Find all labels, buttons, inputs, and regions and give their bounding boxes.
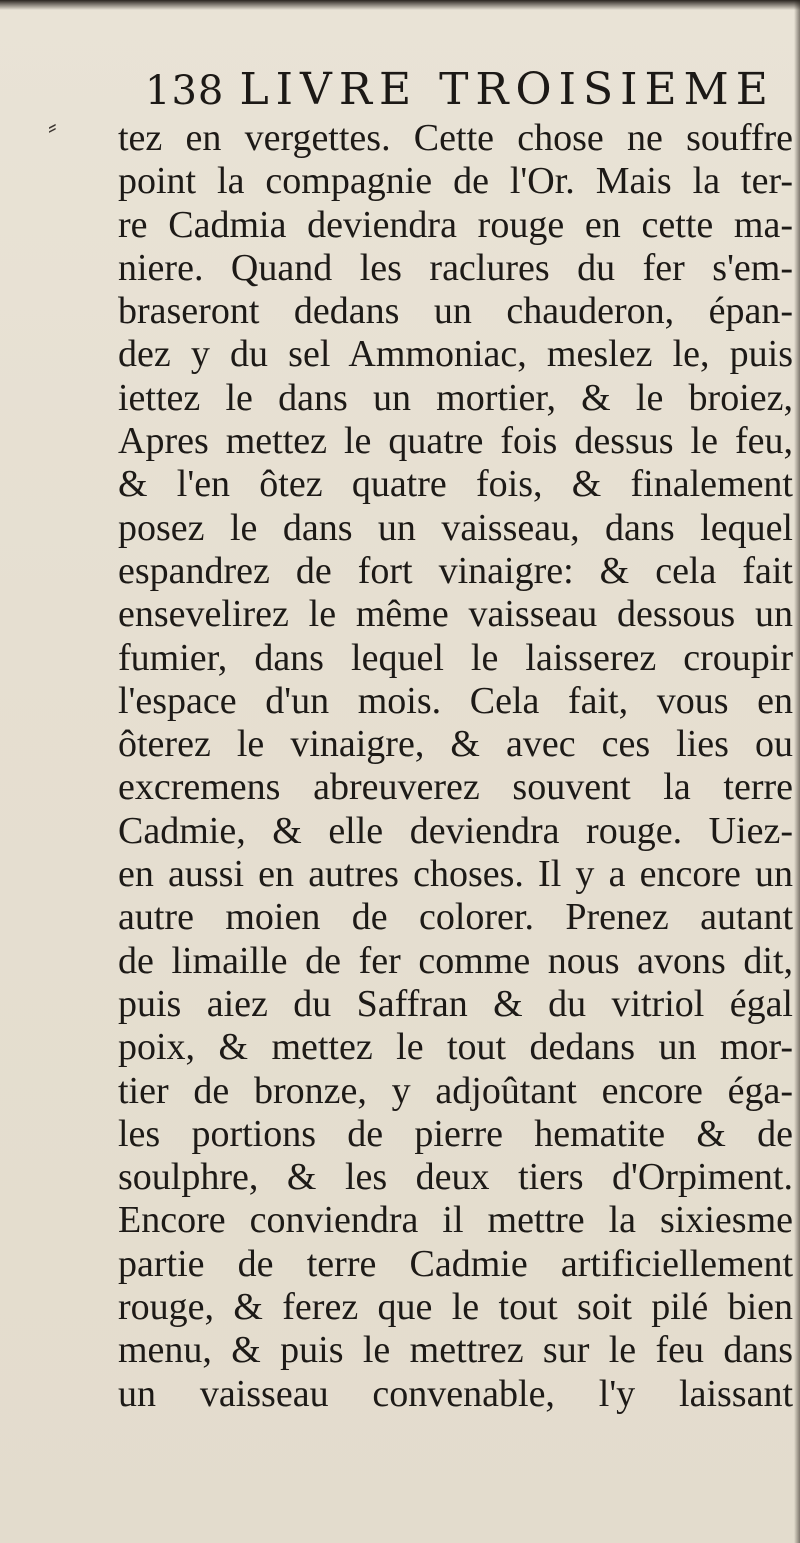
text-line: Cadmie, & elle deviendra rouge. Uiez- (118, 809, 793, 852)
text-line: de limaille de fer comme nous avons dit, (118, 939, 793, 982)
text-line: niere. Quand les raclures du fer s'em- (118, 246, 793, 289)
text-line: re Cadmia deviendra rouge en cette ma- (118, 203, 793, 246)
page-number: 138 (145, 68, 225, 114)
text-line: un vaisseau convenable, l'y laissant (118, 1372, 793, 1415)
text-line: en aussi en autres choses. Il y a encore un (118, 853, 793, 896)
text-line: & l'en ôtez quatre fois, & finalement (118, 463, 793, 506)
text-line: les portions de pierre hematite & de (118, 1112, 793, 1155)
text-line: Apres mettez le quatre fois dessus le feu, (118, 420, 793, 463)
text-line: iettez le dans un mortier, & le broiez, (118, 376, 793, 419)
text-line: soulphre, & les deux tiers d'Orpiment. (118, 1156, 793, 1199)
text-line: braseront dedans un chauderon, épan- (118, 290, 793, 333)
text-line: puis aiez du Saffran & du vitriol égal (118, 982, 793, 1025)
text-line: poix, & mettez le tout dedans un mor- (118, 1026, 793, 1069)
text-line: posez le dans un vaisseau, dans lequel (118, 506, 793, 549)
text-line: Encore conviendra il mettre la sixiesme (118, 1199, 793, 1242)
text-line: tez en vergettes. Cette chose ne souffre (118, 117, 793, 159)
page-top-shadow (0, 0, 800, 10)
text-line: menu, & puis le mettrez sur le feu dans (118, 1329, 793, 1372)
text-line: l'espace d'un mois. Cela fait, vous en (118, 679, 793, 722)
text-line: fumier, dans lequel le laisserez croupir (118, 636, 793, 679)
page-right-edge (794, 0, 800, 1543)
text-line: ensevelirez le même vaisseau dessous un (118, 593, 793, 636)
text-line: dez y du sel Ammoniac, meslez le, puis (118, 333, 793, 376)
text-line: espandrez de fort vinaigre: & cela fait (118, 549, 793, 592)
text-line: partie de terre Cadmie artificiellement (118, 1242, 793, 1285)
text-line: tier de bronze, y adjoûtant encore éga- (118, 1069, 793, 1112)
text-line: rouge, & ferez que le tout soit pilé bien (118, 1286, 793, 1329)
text-line: ôterez le vinaigre, & avec ces lies ou (118, 723, 793, 766)
running-title: LIVRE TROISIEME (239, 64, 775, 115)
margin-mark: ⸗ (48, 112, 57, 142)
text-line: excremens abreuverez souvent la terre (118, 766, 793, 809)
text-line: point la compagnie de l'Or. Mais la ter- (118, 160, 793, 203)
text-line: autre moien de colorer. Prenez autant (118, 896, 793, 939)
body-text (118, 117, 793, 1416)
